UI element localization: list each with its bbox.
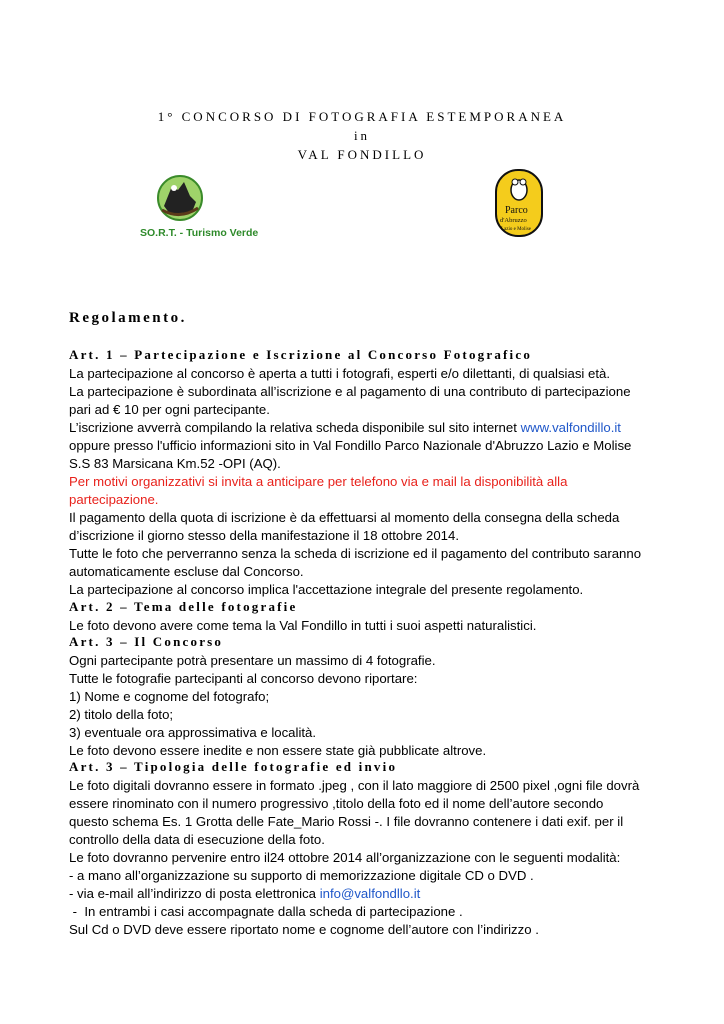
art1-p3a <box>69 419 621 436</box>
parco-logo-text: Parco <box>505 205 528 216</box>
art3b-p2: Le foto dovranno pervenire entro il24 ottobre 2014 all’organizzazione con le seguenti modalità: <box>69 850 621 865</box>
art1-p3c: S.S 83 Marsicana Km.52 -OPI (AQ). <box>69 456 281 471</box>
art2-p1: Le foto devono avere come tema la Val Fondillo in tutti i suoi aspetti naturalistici. <box>69 618 537 633</box>
art1-p4a: Il pagamento della quota di iscrizione è da effettuarsi al momento della consegna della scheda <box>69 510 620 525</box>
regolamento-heading: Regolamento. <box>69 310 187 326</box>
art3b-p1b: essere rinominato con il numero progressivo ,titolo della foto ed il nome dell’autore secondo <box>69 796 604 811</box>
art3-l2: 2) titolo della foto; <box>69 707 174 722</box>
parco-logo <box>494 168 544 238</box>
art3b-p3: Sul Cd o DVD deve essere riportato nome e cognome dell’autore con l’indirizzo . <box>69 922 539 937</box>
art1-p1: La partecipazione al concorso è aperta a tutti i fotografi, esperti e/o dilettanti, di qualsiasi età. <box>69 366 611 381</box>
art1-p2a: La partecipazione è subordinata all’iscrizione e al pagamento di una contributo di partecipazione <box>69 384 631 399</box>
email-link[interactable]: info@valfondllo.it <box>319 886 421 901</box>
art1-p3b: oppure presso l'ufficio informazioni sito in Val Fondillo Parco Nazionale d'Abruzzo Lazio e Molise <box>69 438 632 453</box>
art1-red-notice-1: Per motivi organizzativi si invita a anticipare per telefono via e mail la disponibilità alla <box>69 474 568 489</box>
art1-p5b: automaticamente escluse dal Concorso. <box>69 564 304 579</box>
art1-p3a-text: L’iscrizione avverrà compilando la relativa scheda disponibile sul sito internet <box>69 420 517 435</box>
parco-logo-sub: d'Abruzzo <box>500 217 527 224</box>
art3b-p1c: questo schema Es. 1 Grotta delle Fate_Mario Rossi -. I file dovranno contenere i dati exif. per il <box>69 814 624 829</box>
sort-logo-text: SO.R.T. - Turismo Verde <box>140 227 259 239</box>
art1-p4b: d’iscrizione il giorno stesso della manifestazione il 18 ottobre 2014. <box>69 528 459 543</box>
parco-logo-sub2: Lazio e Molise <box>501 227 531 232</box>
art3-p1: Ogni partecipante potrà presentare un massimo di 4 fotografie. <box>69 653 436 668</box>
art3-p2: Tutte le fotografie partecipanti al concorso devono riportare: <box>69 671 418 686</box>
title-line-2: in <box>353 128 371 143</box>
art3-heading: Art. 3 – Il Concorso <box>69 634 224 649</box>
art3b-p1a: Le foto digitali dovranno essere in formato .jpeg , con il lato maggiore di 2500 pixel ,ogni file dovrà <box>69 778 640 793</box>
art1-heading: Art. 1 – Partecipazione e Iscrizione al Concorso Fotografico <box>69 347 533 362</box>
art1-red-notice-2: partecipazione. <box>69 492 159 507</box>
title-line-1: 1° CONCORSO DI FOTOGRAFIA ESTEMPORANEA <box>157 109 567 124</box>
art3b-m2-text: - via e-mail all’indirizzo di posta elettronica <box>69 886 317 901</box>
art1-p5a: Tutte le foto che perverranno senza la scheda di iscrizione ed il pagamento del contributo saranno <box>69 546 642 561</box>
website-link[interactable]: www.valfondillo.it <box>520 420 621 435</box>
art3b-m2 <box>69 885 420 902</box>
art2-heading: Art. 2 – Tema delle fotografie <box>69 599 298 614</box>
art3-l1: 1) Nome e cognome del fotografo; <box>69 689 270 704</box>
art3b-p1d: controllo della data di esecuzione della foto. <box>69 832 325 847</box>
art1-p2b: pari ad € 10 per ogni partecipante. <box>69 402 270 417</box>
art3b-m1: - a mano all’organizzazione su supporto di memorizzazione digitale CD o DVD . <box>69 868 534 883</box>
art3-l3: 3) eventuale ora approssimativa e località. <box>69 725 317 740</box>
art3b-heading: Art. 3 – Tipologia delle fotografie ed invio <box>69 759 398 774</box>
art3b-m3: - In entrambi i casi accompagnate dalla scheda di partecipazione . <box>69 904 463 919</box>
art3-p3: Le foto devono essere inedite e non essere state già pubblicate altrove. <box>69 743 487 758</box>
title-line-3: VAL FONDILLO <box>297 147 427 162</box>
art1-p6: La partecipazione al concorso implica l'accettazione integrale del presente regolamento. <box>69 582 584 597</box>
sort-logo <box>140 172 259 242</box>
